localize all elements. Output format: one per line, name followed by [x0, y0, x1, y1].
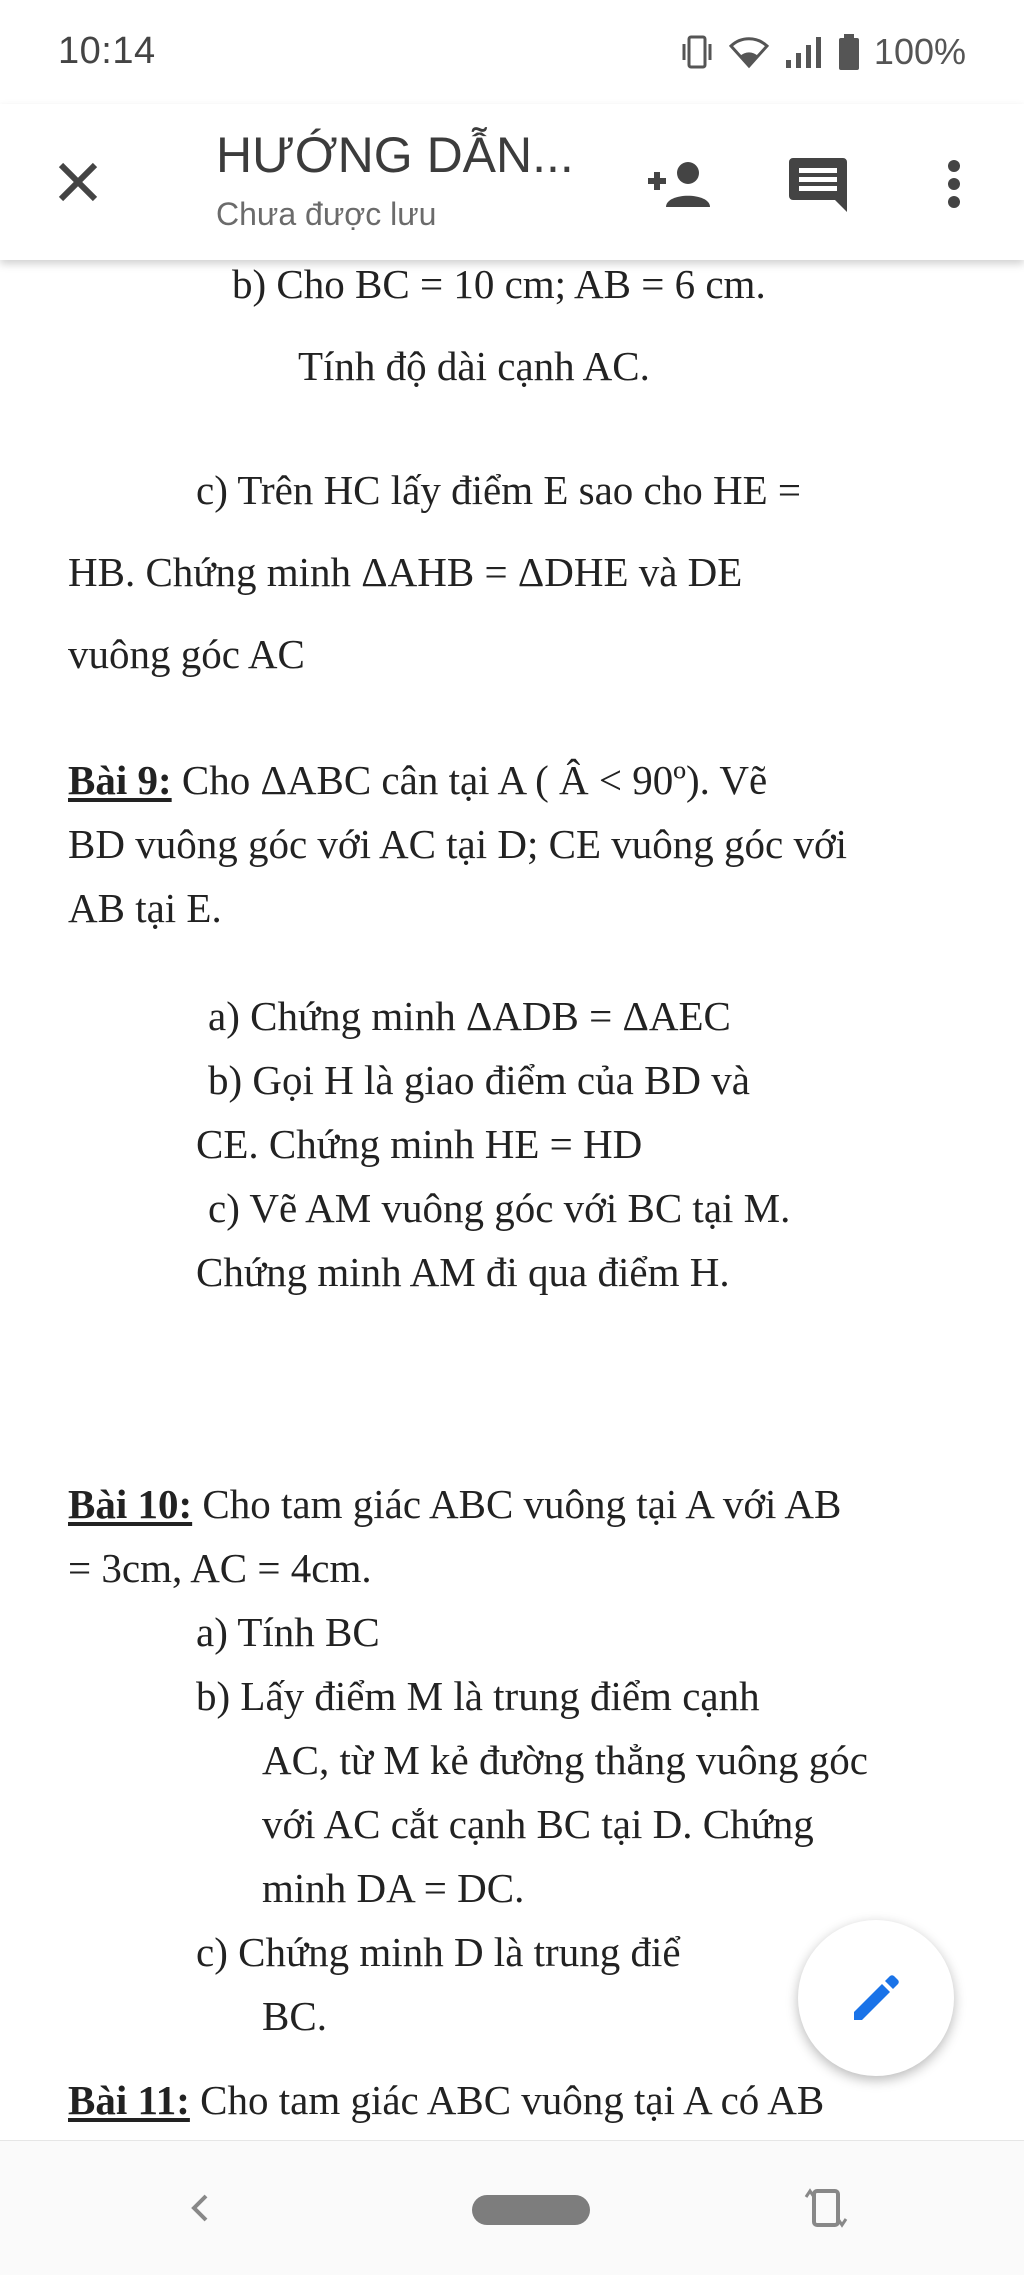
exercise-11-label: Bài 11:: [68, 2077, 190, 2123]
text-line: c) Trên HC lấy điểm E sao cho HE =: [196, 467, 802, 513]
text-line: b) Lấy điểm M là trung điểm cạnh: [196, 1673, 760, 1719]
text-line: Tính độ dài cạnh AC.: [298, 343, 650, 389]
more-vert-icon: [947, 159, 961, 209]
text-line: c) Vẽ AM vuông góc với BC tại M.: [208, 1185, 791, 1231]
text-line: a) Chứng minh ΔADB = ΔAEC: [208, 993, 731, 1039]
app-bar: [0, 104, 1024, 260]
document-title: HƯỚNG DẪN...: [216, 127, 574, 183]
document-body[interactable]: [0, 260, 1024, 2140]
battery-percentage: 100%: [873, 31, 966, 72]
text-line: AC, từ M kẻ đường thẳng vuông góc: [262, 1737, 868, 1783]
home-pill-button[interactable]: [472, 2195, 590, 2225]
back-icon: [188, 2188, 212, 2228]
text-line: BC.: [262, 1993, 327, 2039]
exercise-10-label: Bài 10:: [68, 1481, 193, 1527]
text-line: BD vuông góc với AC tại D; CE vuông góc với: [68, 821, 848, 867]
close-icon: [56, 160, 100, 204]
status-bar: [0, 0, 1024, 104]
navigation-bar: [0, 2140, 1024, 2275]
text-line: b) Gọi H là giao điểm của BD và: [208, 1057, 750, 1103]
add-person-icon: [646, 159, 714, 209]
more-options-button[interactable]: [922, 146, 986, 222]
vibrate-icon: [680, 34, 714, 70]
text-line: a) Tính BC: [196, 1609, 380, 1655]
text-line: CE. Chứng minh HE = HD: [196, 1121, 643, 1167]
rotate-button[interactable]: [796, 2175, 856, 2241]
status-icons: [680, 30, 966, 74]
status-time: 10:14: [58, 30, 156, 72]
exercise-9-label: Bài 9:: [68, 757, 172, 803]
text-line: Cho ΔABC cân tại A ( Â < 90º). Vẽ: [171, 757, 768, 803]
rotate-icon: [804, 2183, 848, 2233]
comments-button[interactable]: [780, 146, 856, 222]
back-button[interactable]: [170, 2175, 230, 2241]
comment-icon: [787, 154, 849, 214]
text-line: Cho tam giác ABC vuông tại A với AB: [192, 1481, 842, 1527]
wifi-icon: [728, 34, 770, 70]
text-line: AB tại E.: [68, 885, 222, 931]
text-line: Chứng minh AM đi qua điểm H.: [196, 1249, 730, 1295]
exercise-10-heading: [68, 1481, 842, 1527]
text-line: HB. Chứng minh ΔAHB = ΔDHE và DE: [68, 549, 743, 595]
signal-icon: [784, 34, 824, 70]
text-line: c) Chứng minh D là trung điể: [196, 1929, 681, 1975]
text-line: b) Cho BC = 10 cm; AB = 6 cm.: [232, 261, 766, 307]
text-line: = 3cm, AC = 4cm.: [68, 1545, 372, 1591]
text-line: với AC cắt cạnh BC tại D. Chứng: [262, 1801, 814, 1847]
text-line: vuông góc AC: [68, 631, 305, 677]
edit-pencil-icon: [846, 1968, 906, 2028]
share-button[interactable]: [642, 146, 718, 222]
text-line: Cho tam giác ABC vuông tại A có AB: [189, 2077, 825, 2123]
exercise-11-heading: [68, 2077, 825, 2123]
battery-icon: [838, 33, 860, 71]
close-button[interactable]: [40, 144, 116, 220]
exercise-9-heading: [68, 757, 768, 803]
text-line: minh DA = DC.: [262, 1865, 525, 1911]
save-status: Chưa được lưu: [216, 196, 437, 232]
edit-fab-button[interactable]: [798, 1920, 954, 2076]
